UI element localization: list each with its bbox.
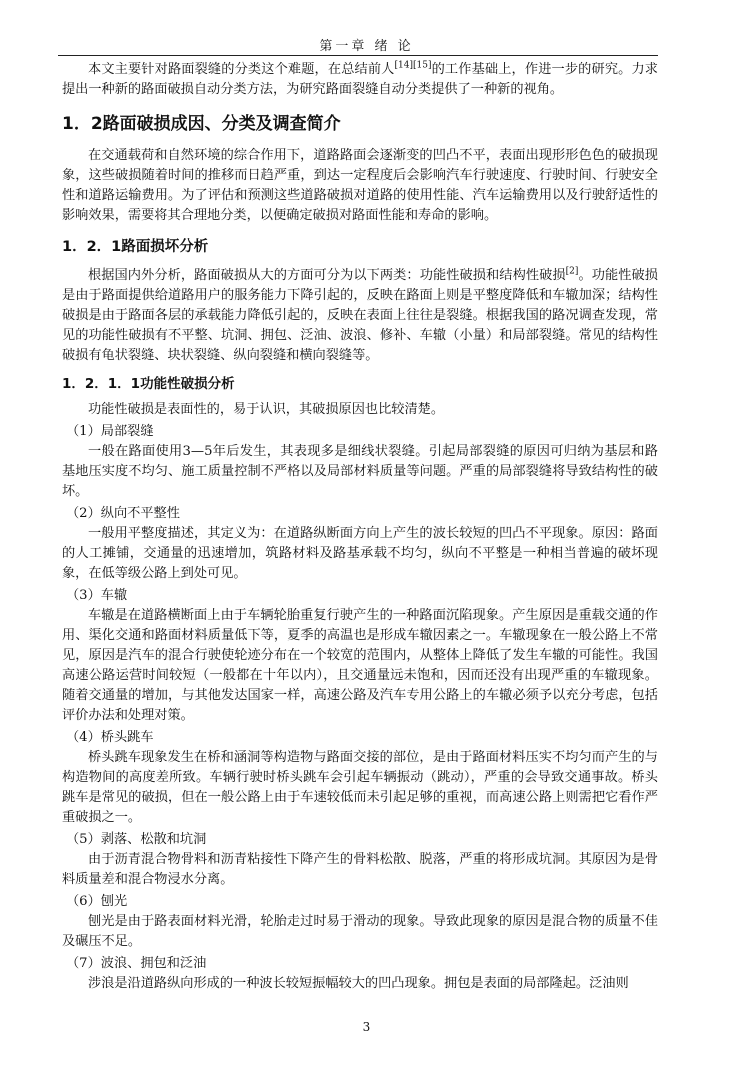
intro-text-after: 的工作基础上，作进一步的研究。力求提出一种新的路面破损自动分类方法，为研究路面裂缝自动分类提供了一种新的视角。 [62, 62, 658, 97]
list-item-label: （3）车辙 [66, 588, 128, 603]
subsubsection-paragraph: 功能性破损是表面性的，易于认识，其破损原因也比较清楚。 [88, 402, 445, 417]
list-item-text: 一般在路面使用3—5年后发生，其表现多是细线状裂缝。引起局部裂缝的原因可归纳为基层和路基地压实度不均匀、施工质量控制不严格以及局部材料质量等问题。严重的局部裂缝将导致结构性的破坏。 [62, 444, 658, 499]
list-item-label: （5）剥落、松散和坑洞 [66, 832, 207, 847]
citation: [2] [565, 266, 579, 277]
intro-paragraph [62, 60, 658, 100]
subsection-heading: 1．2．1路面损坏分析 [62, 239, 209, 255]
list-item-text: 桥头跳车现象发生在桥和涵洞等构造物与路面交接的部位，是由于路面材料压实不均匀而产生的与构造物间的高度差所致。车辆行驶时桥头跳车会引起车辆振动（跳动），严重的会导致交通事故。桥头跳车是常见的破损，但在一般公路上由于车速较低而未引起足够的重视，而高速公路上则需把它看作严重破损之一。 [62, 750, 658, 825]
list-item-label: （6）刨光 [66, 894, 128, 909]
section-heading: 1．2路面破损成因、分类及调查简介 [62, 114, 341, 134]
list-item-text: 刨光是由于路表面材料光滑，轮胎走过时易于滑动的现象。导致此现象的原因是混合物的质量不佳及碾压不足。 [62, 914, 658, 949]
subsubsection-heading: 1．2．1．1功能性破损分析 [62, 376, 235, 392]
list-item-text: 车辙是在道路横断面上由于车辆轮胎重复行驶产生的一种路面沉陷现象。产生原因是重载交通的作用、渠化交通和路面材料质量低下等，夏季的高温也是形成车辙因素之一。车辙现象在一般公路上不常见，原因是汽车的混合行驶使轮迹分布在一个较宽的范围内，从整体上降低了发生车辙的可能性。我国高速公路运营时间较短（一般都在十年以内），且交通量远未饱和，因而还没有出现严重的车辙现象。随着交通量的增加，与其他发达国家一样，高速公路及汽车专用公路上的车辙必须予以充分考虑，包括评价办法和处理对策。 [62, 608, 658, 723]
subsection-text-before: 根据国内外分析，路面破损从大的方面可分为以下两类：功能性破损和结构性破损 [88, 268, 566, 283]
list-item-label: （4）桥头跳车 [66, 730, 154, 745]
list-item-text: 由于沥青混合物骨料和沥青粘接性下降产生的骨料松散、脱落，严重的将形成坑洞。其原因为是骨料质量差和混合物浸水分离。 [62, 852, 658, 887]
list-item-label: （2）纵向不平整性 [66, 506, 180, 521]
list-item-text: 涉浪是沿道路纵向形成的一种波长较短振幅较大的凹凸现象。拥包是表面的局部隆起。泛油则 [88, 976, 629, 991]
page-body [62, 56, 658, 994]
citation: [14][15] [394, 60, 432, 71]
intro-text-before: 本文主要针对路面裂缝的分类这个难题，在总结前人 [88, 62, 395, 77]
list-item-text: 一般用平整度描述，其定义为：在道路纵断面方向上产生的波长较短的凹凸不平现象。原因：路面的人工摊铺，交通量的迅速增加，筑路材料及路基承载不均匀，纵向不平整是一种相当普遍的破坏现象，在低等级公路上到处可见。 [62, 526, 658, 581]
list-item-label: （7）波浪、拥包和泛油 [66, 956, 207, 971]
subsection-paragraph [62, 266, 658, 366]
list-item-label: （1）局部裂缝 [66, 424, 154, 439]
page-number: 3 [362, 1020, 371, 1034]
running-header: 第一章 绪 论 [319, 39, 414, 54]
subsection-text-after: 。功能性破损是由于路面提供给道路用户的服务能力下降引起的，反映在路面上则是平整度降低和车辙加深；结构性破损是由于路面各层的承载能力降低引起的，反映在表面上往往是裂缝。根据我国的路况调查发现，常见的功能性破损有不平整、坑洞、拥包、泛油、波浪、修补、车辙（小量）和局部裂缝。常见的结构性破损有龟状裂缝、块状裂缝、纵向裂缝和横向裂缝等。 [62, 268, 658, 363]
section-paragraph: 在交通载荷和自然环境的综合作用下，道路路面会逐渐变的凹凸不平，表面出现形形色色的破损现象，这些破损随着时间的推移而日趋严重，到达一定程度后会影响汽车行驶速度、行驶时间、行驶安全性和道路运输费用。为了评估和预测这些道路破损对道路的使用性能、汽车运输费用以及行驶舒适性的影响效果，需要将其合理地分类，以便确定破损对路面性能和寿命的影响。 [62, 148, 658, 223]
